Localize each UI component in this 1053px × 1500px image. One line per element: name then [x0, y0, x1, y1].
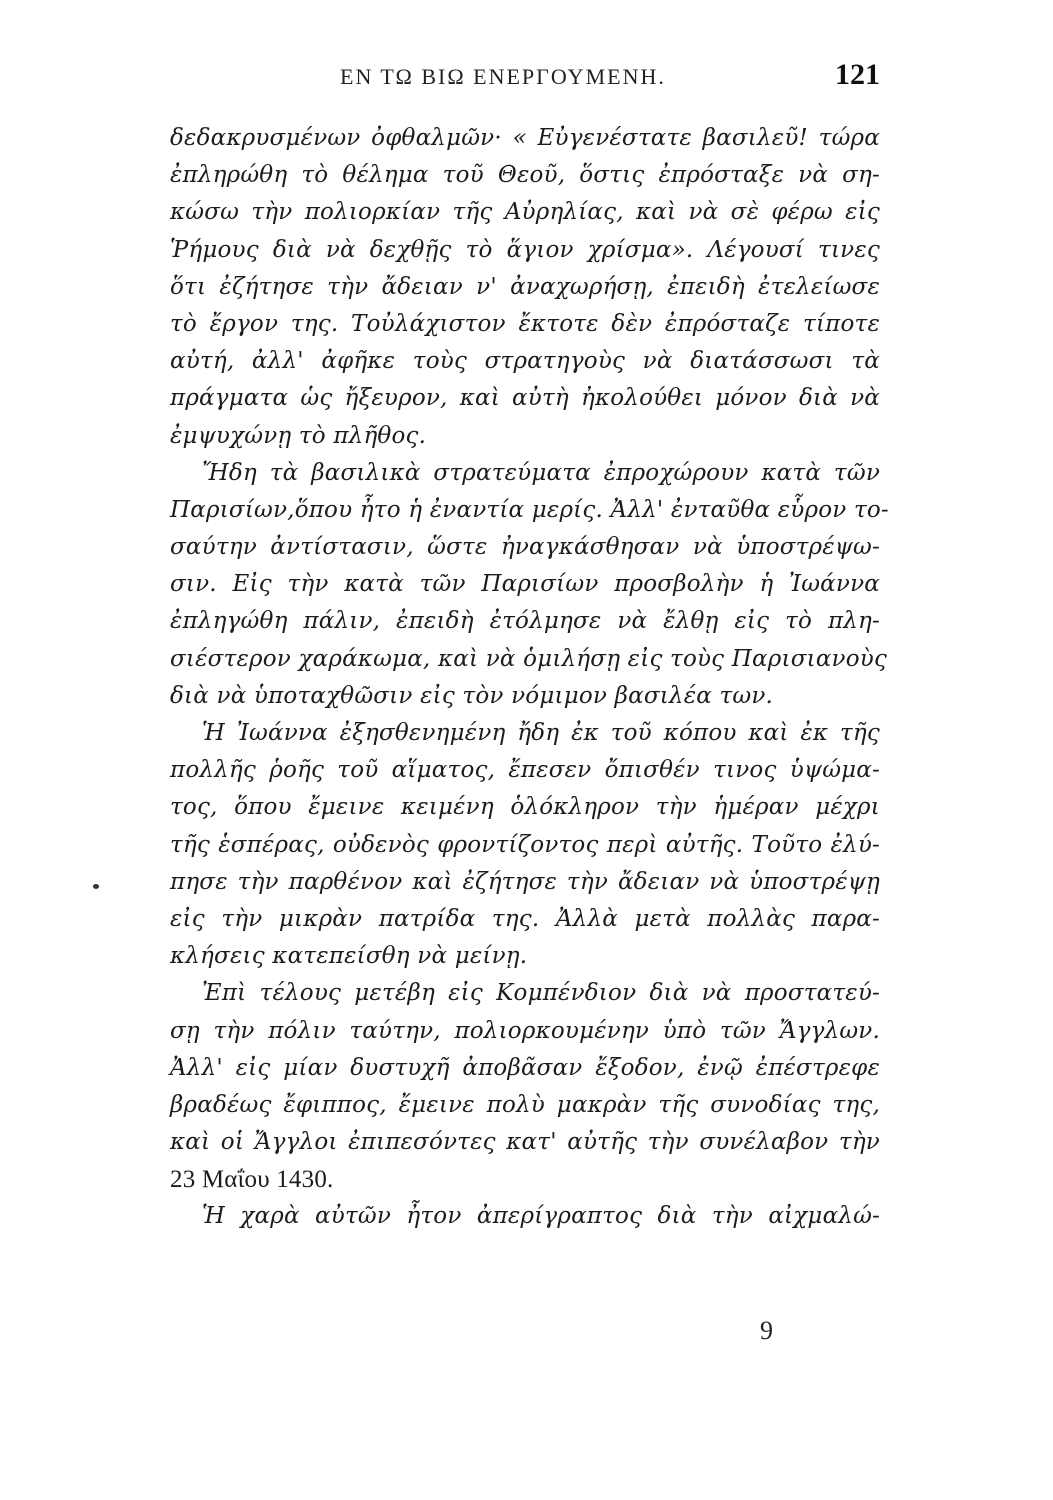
text-line: κώσω τὴν πολιορκίαν τῆς Αὐρηλίας, καὶ νὰ σὲ φέρω εἰς	[170, 199, 880, 226]
ink-speck	[93, 884, 99, 889]
text-line: σιν. Εἰς τὴν κατὰ τῶν Παρισίων προσβολὴν ἡ Ἰωάννα	[170, 571, 880, 598]
text-line: 23 Μαΐου 1430.	[170, 1166, 334, 1194]
text-line: πράγματα ὡς ἤξευρον, καὶ αὐτὴ ἠκολούθει μόνον διὰ νὰ	[170, 385, 880, 412]
text-line: ἐπληρώθη τὸ θέλημα τοῦ Θεοῦ, ὅστις ἐπρόσταξε νὰ ση-	[170, 162, 880, 189]
text-line: τος, ὅπου ἔμεινε κειμένη ὁλόκληρον τὴν ἡμέραν μέχρι	[170, 794, 880, 821]
body-text	[170, 120, 889, 1236]
running-head: ΕΝ ΤΩ ΒΙΩ ΕΝΕΡΓΟΥΜΕΝΗ.	[340, 64, 666, 89]
text-line: πησε τὴν παρθένον καὶ ἐζήτησε τὴν ἄδειαν νὰ ὑποστρέψῃ	[170, 868, 880, 895]
text-line: σιέστερον χαράκωμα, καὶ νὰ ὁμιλήσῃ εἰς τοὺς Παρισιανοὺς	[170, 645, 888, 672]
text-line: σῃ τὴν πόλιν ταύτην, πολιορκουμένην ὑπὸ τῶν Ἄγγλων.	[170, 1017, 880, 1044]
text-line: Ἐπὶ τέλους μετέβη εἰς Κομπένδιον διὰ νὰ προστατεύ-	[202, 980, 880, 1007]
text-line: Παρισίων,ὅπου ἦτο ἡ ἐναντία μερίς. Ἀλλ' ἐνταῦθα εὗρον το-	[170, 496, 889, 523]
text-line: καὶ οἱ Ἄγγλοι ἐπιπεσόντες κατ' αὐτῆς τὴν συνέλαβον τὴν	[170, 1129, 880, 1156]
text-line: Ἀλλ' εἰς μίαν δυστυχῆ ἀποβᾶσαν ἔξοδον, ἐνῷ ἐπέστρεφε	[170, 1054, 880, 1081]
text-line: τῆς ἑσπέρας, οὐδενὸς φροντίζοντος περὶ αὐτῆς. Τοῦτο ἐλύ-	[170, 831, 880, 858]
page-header	[160, 58, 880, 98]
text-line: κλήσεις κατεπείσθη νὰ μείνῃ.	[170, 943, 528, 970]
text-line: ἐμψυχώνῃ τὸ πλῆθος.	[170, 422, 427, 449]
text-line: Ῥήμους διὰ νὰ δεχθῇς τὸ ἅγιον χρίσμα». Λέγουσί τινες	[170, 236, 880, 263]
text-line: Ἡ χαρὰ αὐτῶν ἦτον ἀπερίγραπτος διὰ τὴν αἰχμαλώ-	[202, 1203, 880, 1230]
text-line: ἐπληγώθη πάλιν, ἐπειδὴ ἐτόλμησε νὰ ἔλθῃ εἰς τὸ πλη-	[170, 608, 880, 635]
text-line: σαύτην ἀντίστασιν, ὥστε ἠναγκάσθησαν νὰ ὑποστρέψω-	[170, 534, 880, 561]
page-number: 121	[835, 58, 880, 91]
text-line: Ἡ Ἰωάννα ἐξησθενημένη ἤδη ἐκ τοῦ κόπου καὶ ἐκ τῆς	[202, 720, 880, 746]
text-line: βραδέως ἔφιππος, ἔμεινε πολὺ μακρὰν τῆς συνοδίας της,	[170, 1091, 880, 1118]
text-line: τὸ ἔργον της. Τοὐλάχιστον ἔκτοτε δὲν ἐπρόσταζε τίποτε	[170, 310, 880, 337]
text-line: ὅτι ἐζήτησε τὴν ἄδειαν ν' ἀναχωρήσῃ, ἐπειδὴ ἐτελείωσε	[170, 273, 880, 300]
text-line: εἰς τὴν μικρὰν πατρίδα της. Ἀλλὰ μετὰ πολλὰς παρα-	[170, 905, 880, 932]
text-line: αὐτή, ἀλλ' ἀφῆκε τοὺς στρατηγοὺς νὰ διατάσσωσι τὰ	[170, 348, 880, 375]
text-line: Ἤδη τὰ βασιλικὰ στρατεύματα ἐπροχώρουν κατὰ τῶν	[202, 459, 880, 486]
text-line: δεδακρυσμένων ὀφθαλμῶν· « Εὐγενέστατε βασιλεῦ! τώρα	[170, 125, 880, 151]
text-line: διὰ νὰ ὑποταχθῶσιν εἰς τὸν νόμιμον βασιλέα των.	[170, 682, 774, 709]
text-line: πολλῆς ῥοῆς τοῦ αἵματος, ἔπεσεν ὄπισθέν τινος ὑψώμα-	[170, 757, 880, 784]
signature-mark: 9	[760, 1316, 773, 1345]
